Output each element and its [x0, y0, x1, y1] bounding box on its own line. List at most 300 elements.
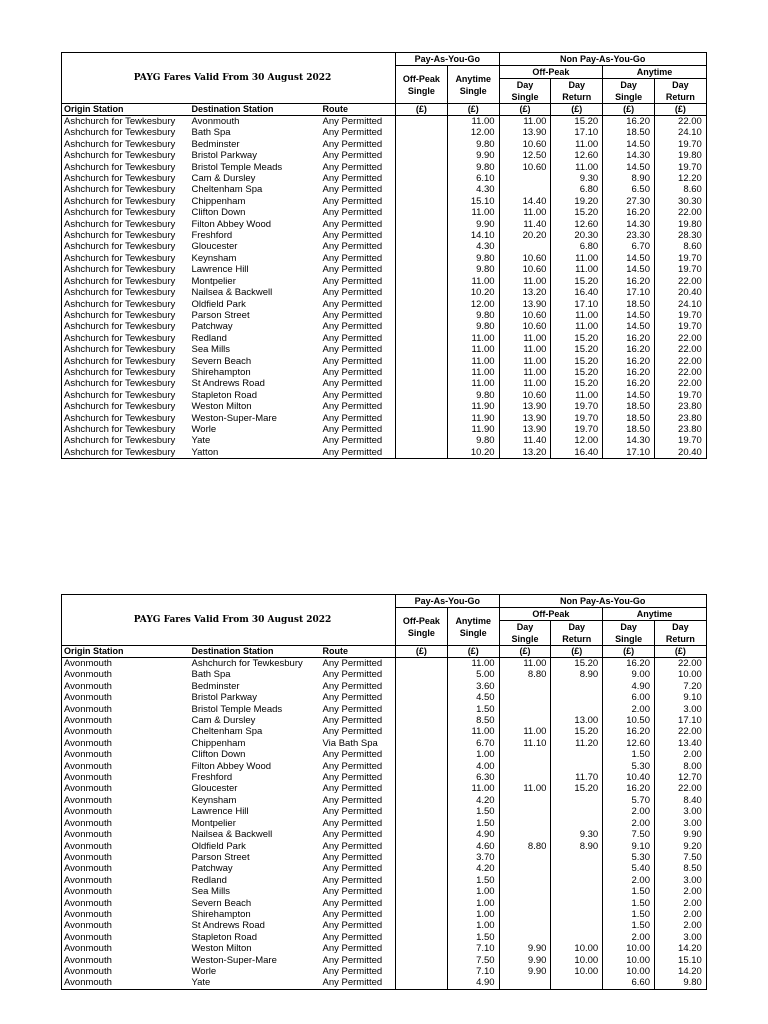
route-cell: Any Permitted: [321, 447, 396, 459]
anytime-day-single-cell: 2.00: [603, 875, 655, 886]
origin-column-header: Origin Station: [62, 104, 190, 116]
anytime-day-single-cell: 5.70: [603, 795, 655, 806]
table-row: [62, 253, 707, 264]
anytime-day-return-cell: 9.10: [654, 692, 706, 703]
route-cell: Any Permitted: [322, 389, 383, 401]
anytime-day-single-cell: 10.40: [603, 772, 655, 783]
anytime-day-single-cell: 5.30: [603, 761, 655, 772]
payg-anytime-single-cell: 10.20: [447, 287, 499, 298]
payg-offpeak-single-cell: [396, 241, 448, 252]
offpeak-day-return-cell: 15.20: [551, 783, 603, 794]
destination-cell: Lawrence Hill: [191, 806, 249, 818]
origin-cell: Ashchurch for Tewkesbury: [62, 390, 190, 401]
anytime-day-return-cell: 22.00: [654, 333, 706, 344]
offpeak-day-return-cell: 9.30: [551, 173, 603, 184]
anytime-day-single-cell: 16.20: [603, 378, 655, 389]
payg-offpeak-single-cell: [396, 367, 448, 378]
origin-cell: Ashchurch for Tewkesbury: [62, 310, 190, 321]
anytime-day-return-cell: 8.00: [654, 761, 706, 772]
anytime-day-return-cell: 22.00: [654, 658, 706, 670]
offpeak-day-return-cell: [551, 818, 603, 829]
currency-label: (£): [396, 646, 448, 658]
destination-cell: Worle: [191, 965, 217, 977]
anytime-day-return-cell: 20.40: [654, 287, 706, 298]
origin-cell: Avonmouth: [62, 715, 190, 726]
payg-offpeak-single-cell: [396, 806, 448, 817]
route-cell: Any Permitted: [322, 703, 383, 715]
offpeak-day-return-cell: 15.20: [551, 367, 603, 378]
offpeak-day-return-cell: 11.00: [551, 139, 603, 150]
payg-anytime-single-cell: 5.00: [447, 669, 499, 680]
payg-group-header: Pay-As-You-Go: [396, 53, 500, 66]
anytime-day-single-cell: 18.50: [603, 413, 655, 424]
payg-offpeak-single-cell: [396, 276, 448, 287]
destination-cell: Freshford: [191, 772, 233, 784]
anytime-day-single-cell: 12.60: [603, 738, 655, 749]
payg-offpeak-single-cell: [396, 977, 448, 989]
payg-anytime-single-cell: 1.50: [447, 806, 499, 817]
destination-cell: Oldfield Park: [191, 840, 246, 852]
anytime-day-single-cell: 9.00: [603, 669, 655, 680]
page-title: PAYG Fares Valid From 30 August 2022: [62, 53, 396, 104]
table-row: [62, 829, 707, 840]
offpeak-day-return-cell: 11.00: [551, 253, 603, 264]
anytime-day-single-cell: 14.50: [603, 310, 655, 321]
offpeak-day-single-cell: 14.40: [499, 196, 551, 207]
anytime-day-single-cell: 18.50: [603, 424, 655, 435]
anytime-day-return-cell: 3.00: [654, 818, 706, 829]
destination-cell: Filton Abbey Wood: [191, 760, 272, 772]
offpeak-day-return-cell: 17.10: [551, 299, 603, 310]
anytime-day-single-cell: 2.00: [603, 806, 655, 817]
anytime-group-header: Anytime: [603, 608, 707, 621]
route-cell: Any Permitted: [322, 218, 383, 230]
offpeak-day-return-cell: 16.40: [551, 447, 603, 459]
route-cell: Any Permitted: [322, 116, 383, 127]
payg-anytime-single-cell: 1.00: [447, 909, 499, 920]
anytime-day-return-cell: 22.00: [654, 367, 706, 378]
table-row: [62, 276, 707, 287]
destination-cell: Weston-Super-Mare: [191, 412, 277, 424]
destination-cell: Weston Milton: [191, 401, 252, 413]
anytime-single-header: Anytime Single: [447, 608, 499, 646]
route-cell: Any Permitted: [322, 965, 383, 977]
anytime-day-single-cell: 5.40: [603, 863, 655, 874]
offpeak-day-single-cell: 13.90: [499, 401, 551, 412]
payg-offpeak-single-cell: [396, 413, 448, 424]
currency-label: (£): [551, 646, 603, 658]
payg-anytime-single-cell: 11.00: [447, 333, 499, 344]
table-row: [62, 761, 707, 772]
anytime-day-return-cell: 14.20: [654, 943, 706, 954]
offpeak-day-single-cell: 11.00: [499, 356, 551, 367]
payg-anytime-single-cell: 11.00: [447, 367, 499, 378]
origin-cell: Ashchurch for Tewkesbury: [62, 219, 190, 230]
off-peak-group-header: Off-Peak: [499, 608, 603, 621]
anytime-day-single-cell: 8.90: [603, 173, 655, 184]
destination-cell: Shirehampton: [191, 908, 251, 920]
anytime-day-return-cell: 12.20: [654, 173, 706, 184]
anytime-day-single-cell: 17.10: [603, 447, 655, 459]
anytime-day-return-cell: 13.40: [654, 738, 706, 749]
destination-cell: Keynsham: [191, 252, 237, 264]
table-row: [62, 920, 707, 931]
payg-anytime-single-cell: 9.80: [447, 253, 499, 264]
origin-cell: Avonmouth: [62, 943, 190, 954]
payg-offpeak-single-cell: [396, 749, 448, 760]
payg-offpeak-single-cell: [396, 447, 448, 459]
route-cell: Any Permitted: [322, 230, 383, 242]
anytime-day-single-cell: 2.00: [603, 818, 655, 829]
destination-cell: Weston-Super-Mare: [191, 954, 277, 966]
origin-cell: Avonmouth: [62, 898, 190, 909]
anytime-day-return-cell: 8.50: [654, 863, 706, 874]
origin-cell: Ashchurch for Tewkesbury: [62, 344, 190, 355]
anytime-day-single-cell: 14.30: [603, 435, 655, 446]
anytime-group-header: Anytime: [603, 66, 707, 79]
table-row: [62, 932, 707, 943]
offpeak-day-return-cell: [551, 886, 603, 897]
day-single-header: Day Single: [499, 621, 551, 646]
offpeak-day-single-cell: 10.60: [499, 162, 551, 173]
offpeak-day-single-cell: 11.00: [499, 207, 551, 218]
offpeak-day-return-cell: 10.00: [551, 955, 603, 966]
offpeak-day-return-cell: 15.20: [551, 207, 603, 218]
offpeak-day-single-cell: [499, 795, 551, 806]
currency-label: (£): [499, 646, 551, 658]
route-cell: Any Permitted: [322, 366, 383, 378]
offpeak-day-single-cell: [499, 863, 551, 874]
payg-anytime-single-cell: 4.90: [447, 977, 499, 989]
origin-cell: Ashchurch for Tewkesbury: [62, 356, 190, 367]
offpeak-day-single-cell: [499, 692, 551, 703]
table-row: [62, 841, 707, 852]
origin-cell: Avonmouth: [62, 738, 190, 749]
offpeak-day-single-cell: 13.90: [499, 424, 551, 435]
offpeak-day-return-cell: [551, 692, 603, 703]
destination-cell: Chippenham: [191, 195, 246, 207]
payg-offpeak-single-cell: [396, 795, 448, 806]
route-cell: Any Permitted: [322, 749, 383, 761]
anytime-day-single-cell: 7.50: [603, 829, 655, 840]
table-row: [62, 413, 707, 424]
payg-anytime-single-cell: 4.00: [447, 761, 499, 772]
table-row: [62, 310, 707, 321]
route-cell: Any Permitted: [322, 378, 383, 390]
table-row: [62, 344, 707, 355]
currency-label: (£): [603, 646, 655, 658]
payg-offpeak-single-cell: [396, 424, 448, 435]
anytime-day-single-cell: 6.70: [603, 241, 655, 252]
anytime-day-return-cell: 2.00: [654, 886, 706, 897]
destination-cell: Cam & Dursley: [191, 715, 256, 727]
offpeak-day-single-cell: 10.60: [499, 264, 551, 275]
route-cell: Any Permitted: [322, 207, 383, 219]
offpeak-day-single-cell: [499, 749, 551, 760]
payg-anytime-single-cell: 11.90: [447, 413, 499, 424]
anytime-day-return-cell: 2.00: [654, 920, 706, 931]
origin-cell: Ashchurch for Tewkesbury: [62, 367, 190, 378]
anytime-day-single-cell: 10.50: [603, 715, 655, 726]
offpeak-day-single-cell: [499, 772, 551, 783]
origin-cell: Avonmouth: [62, 681, 190, 692]
offpeak-day-return-cell: [551, 852, 603, 863]
table-row: [62, 150, 707, 161]
anytime-day-single-cell: 14.50: [603, 253, 655, 264]
offpeak-day-single-cell: 13.20: [499, 447, 551, 459]
route-cell: Any Permitted: [321, 977, 396, 989]
payg-offpeak-single-cell: [396, 356, 448, 367]
anytime-day-single-cell: 1.50: [603, 920, 655, 931]
origin-cell: Avonmouth: [62, 852, 190, 863]
route-cell: Any Permitted: [322, 309, 383, 321]
origin-cell: Ashchurch for Tewkesbury: [62, 253, 190, 264]
fares-table: [61, 52, 707, 459]
offpeak-day-single-cell: [499, 977, 551, 989]
payg-anytime-single-cell: 1.00: [447, 920, 499, 931]
anytime-day-return-cell: 2.00: [654, 898, 706, 909]
payg-offpeak-single-cell: [396, 681, 448, 692]
table-row: [62, 669, 707, 680]
non-payg-group-header: Non Pay-As-You-Go: [499, 595, 706, 608]
anytime-day-return-cell: 19.80: [654, 150, 706, 161]
anytime-day-return-cell: 22.00: [654, 356, 706, 367]
payg-offpeak-single-cell: [396, 783, 448, 794]
anytime-day-single-cell: 17.10: [603, 287, 655, 298]
table-row: [62, 692, 707, 703]
route-cell: Any Permitted: [322, 252, 383, 264]
offpeak-day-single-cell: 13.90: [499, 413, 551, 424]
payg-anytime-single-cell: 3.70: [447, 852, 499, 863]
route-cell: Any Permitted: [322, 897, 383, 909]
table-row: [62, 207, 707, 218]
anytime-day-return-cell: 30.30: [654, 196, 706, 207]
origin-cell: Avonmouth: [62, 658, 190, 670]
table-row: [62, 321, 707, 332]
anytime-day-single-cell: 14.50: [603, 139, 655, 150]
offpeak-day-return-cell: [551, 863, 603, 874]
origin-cell: Avonmouth: [62, 909, 190, 920]
offpeak-day-single-cell: 11.10: [499, 738, 551, 749]
anytime-day-return-cell: 22.00: [654, 726, 706, 737]
offpeak-day-single-cell: 11.00: [499, 116, 551, 128]
offpeak-day-return-cell: 6.80: [551, 241, 603, 252]
payg-anytime-single-cell: 4.20: [447, 795, 499, 806]
table-row: [62, 909, 707, 920]
route-cell: Any Permitted: [322, 863, 383, 875]
route-cell: Any Permitted: [322, 287, 383, 299]
payg-offpeak-single-cell: [396, 378, 448, 389]
destination-cell: St Andrews Road: [191, 920, 265, 932]
anytime-day-single-cell: 2.00: [603, 932, 655, 943]
offpeak-day-return-cell: 11.00: [551, 264, 603, 275]
offpeak-day-single-cell: 11.00: [499, 276, 551, 287]
anytime-day-return-cell: 28.30: [654, 230, 706, 241]
offpeak-day-single-cell: 10.60: [499, 321, 551, 332]
destination-cell: Bath Spa: [191, 669, 231, 681]
destination-cell: Oldfield Park: [191, 298, 246, 310]
destination-cell: Sea Mills: [191, 886, 231, 898]
offpeak-day-return-cell: 17.10: [551, 127, 603, 138]
currency-label: (£): [447, 646, 499, 658]
origin-cell: Ashchurch for Tewkesbury: [62, 127, 190, 138]
origin-cell: Ashchurch for Tewkesbury: [62, 424, 190, 435]
offpeak-day-single-cell: 13.90: [499, 127, 551, 138]
anytime-day-return-cell: 9.80: [654, 977, 706, 989]
offpeak-day-return-cell: [551, 932, 603, 943]
destination-cell: St Andrews Road: [191, 378, 265, 390]
table-row: [62, 875, 707, 886]
anytime-day-single-cell: 10.00: [603, 966, 655, 977]
offpeak-day-return-cell: [551, 806, 603, 817]
origin-cell: Ashchurch for Tewkesbury: [62, 241, 190, 252]
anytime-day-return-cell: 3.00: [654, 932, 706, 943]
offpeak-day-single-cell: [499, 681, 551, 692]
anytime-single-header: Anytime Single: [447, 66, 499, 104]
offpeak-day-return-cell: 15.20: [551, 116, 603, 128]
payg-offpeak-single-cell: [396, 875, 448, 886]
origin-cell: Avonmouth: [62, 886, 190, 897]
route-cell: Any Permitted: [322, 726, 383, 738]
route-cell: Any Permitted: [322, 920, 383, 932]
payg-anytime-single-cell: 1.00: [447, 898, 499, 909]
destination-cell: Bedminster: [191, 138, 240, 150]
payg-anytime-single-cell: 10.20: [447, 447, 499, 459]
table-row: [62, 184, 707, 195]
destination-cell: Nailsea & Backwell: [191, 287, 273, 299]
anytime-day-single-cell: 9.10: [603, 841, 655, 852]
offpeak-day-single-cell: 10.60: [499, 253, 551, 264]
payg-offpeak-single-cell: [396, 253, 448, 264]
origin-cell: Avonmouth: [62, 669, 190, 680]
offpeak-day-return-cell: 11.00: [551, 310, 603, 321]
table-row: [62, 977, 707, 989]
origin-cell: Ashchurch for Tewkesbury: [62, 139, 190, 150]
payg-group-header: Pay-As-You-Go: [396, 595, 500, 608]
origin-cell: Avonmouth: [62, 761, 190, 772]
table-row: [62, 966, 707, 977]
route-cell: Any Permitted: [322, 332, 383, 344]
anytime-day-single-cell: 16.20: [603, 356, 655, 367]
day-return-header: Day Return: [654, 79, 706, 104]
route-cell: Any Permitted: [322, 817, 383, 829]
route-column-header: Route: [321, 646, 396, 658]
offpeak-day-single-cell: 11.00: [499, 378, 551, 389]
fares-sheet-1: [61, 52, 706, 459]
destination-cell: Freshford: [191, 230, 233, 242]
payg-anytime-single-cell: 15.10: [447, 196, 499, 207]
destination-cell: Stapleton Road: [191, 389, 257, 401]
table-row: [62, 943, 707, 954]
origin-cell: Avonmouth: [62, 818, 190, 829]
currency-label: (£): [499, 104, 551, 116]
payg-offpeak-single-cell: [396, 692, 448, 703]
payg-offpeak-single-cell: [396, 184, 448, 195]
route-cell: Any Permitted: [322, 173, 383, 185]
destination-column-header: Destination Station: [190, 104, 321, 116]
payg-anytime-single-cell: 1.50: [447, 704, 499, 715]
offpeak-day-single-cell: [499, 704, 551, 715]
payg-anytime-single-cell: 4.30: [447, 184, 499, 195]
anytime-day-single-cell: 2.00: [603, 704, 655, 715]
anytime-day-single-cell: 1.50: [603, 909, 655, 920]
anytime-day-return-cell: 22.00: [654, 276, 706, 287]
day-single-header: Day Single: [499, 79, 551, 104]
anytime-day-return-cell: 3.00: [654, 875, 706, 886]
destination-cell: Stapleton Road: [191, 931, 257, 943]
route-cell: Any Permitted: [322, 321, 383, 333]
anytime-day-single-cell: 14.30: [603, 219, 655, 230]
payg-offpeak-single-cell: [396, 863, 448, 874]
anytime-day-return-cell: 22.00: [654, 783, 706, 794]
payg-offpeak-single-cell: [396, 287, 448, 298]
payg-anytime-single-cell: 9.80: [447, 162, 499, 173]
route-cell: Any Permitted: [322, 954, 383, 966]
origin-cell: Avonmouth: [62, 955, 190, 966]
currency-label: (£): [654, 104, 706, 116]
offpeak-day-single-cell: 11.00: [499, 783, 551, 794]
anytime-day-return-cell: 24.10: [654, 127, 706, 138]
table-row: [62, 704, 707, 715]
payg-anytime-single-cell: 9.90: [447, 219, 499, 230]
table-row: [62, 230, 707, 241]
route-cell: Any Permitted: [322, 772, 383, 784]
route-cell: Any Permitted: [322, 760, 383, 772]
offpeak-day-return-cell: 12.60: [551, 219, 603, 230]
route-cell: Any Permitted: [322, 161, 383, 173]
table-row: [62, 738, 707, 749]
offpeak-day-return-cell: 11.70: [551, 772, 603, 783]
offpeak-day-single-cell: [499, 886, 551, 897]
currency-label: (£): [396, 104, 448, 116]
origin-cell: Ashchurch for Tewkesbury: [62, 264, 190, 275]
anytime-day-return-cell: 9.20: [654, 841, 706, 852]
offpeak-day-single-cell: [499, 875, 551, 886]
payg-anytime-single-cell: 7.50: [447, 955, 499, 966]
table-row: [62, 898, 707, 909]
route-cell: Any Permitted: [322, 931, 383, 943]
origin-cell: Ashchurch for Tewkesbury: [62, 276, 190, 287]
anytime-day-single-cell: 10.00: [603, 955, 655, 966]
anytime-day-return-cell: 19.70: [654, 162, 706, 173]
day-return-header: Day Return: [551, 79, 603, 104]
anytime-day-return-cell: 23.80: [654, 401, 706, 412]
offpeak-day-return-cell: 15.20: [551, 344, 603, 355]
table-row: [62, 783, 707, 794]
payg-anytime-single-cell: 1.50: [447, 875, 499, 886]
offpeak-day-return-cell: 16.40: [551, 287, 603, 298]
table-row: [62, 424, 707, 435]
payg-anytime-single-cell: 11.00: [447, 783, 499, 794]
payg-anytime-single-cell: 9.80: [447, 139, 499, 150]
table-row: [62, 333, 707, 344]
payg-anytime-single-cell: 11.90: [447, 401, 499, 412]
route-cell: Any Permitted: [322, 423, 383, 435]
route-cell: Any Permitted: [322, 401, 383, 413]
payg-anytime-single-cell: 12.00: [447, 299, 499, 310]
destination-cell: Lawrence Hill: [191, 264, 249, 276]
origin-cell: Avonmouth: [62, 920, 190, 931]
destination-cell: Bristol Temple Meads: [191, 161, 283, 173]
payg-anytime-single-cell: 4.30: [447, 241, 499, 252]
destination-cell: Parson Street: [191, 309, 250, 321]
offpeak-single-header: Off-Peak Single: [396, 66, 448, 104]
offpeak-day-return-cell: 15.20: [551, 276, 603, 287]
offpeak-day-return-cell: [551, 977, 603, 989]
destination-cell: Filton Abbey Wood: [191, 218, 272, 230]
payg-offpeak-single-cell: [396, 435, 448, 446]
destination-cell: Nailsea & Backwell: [191, 829, 273, 841]
